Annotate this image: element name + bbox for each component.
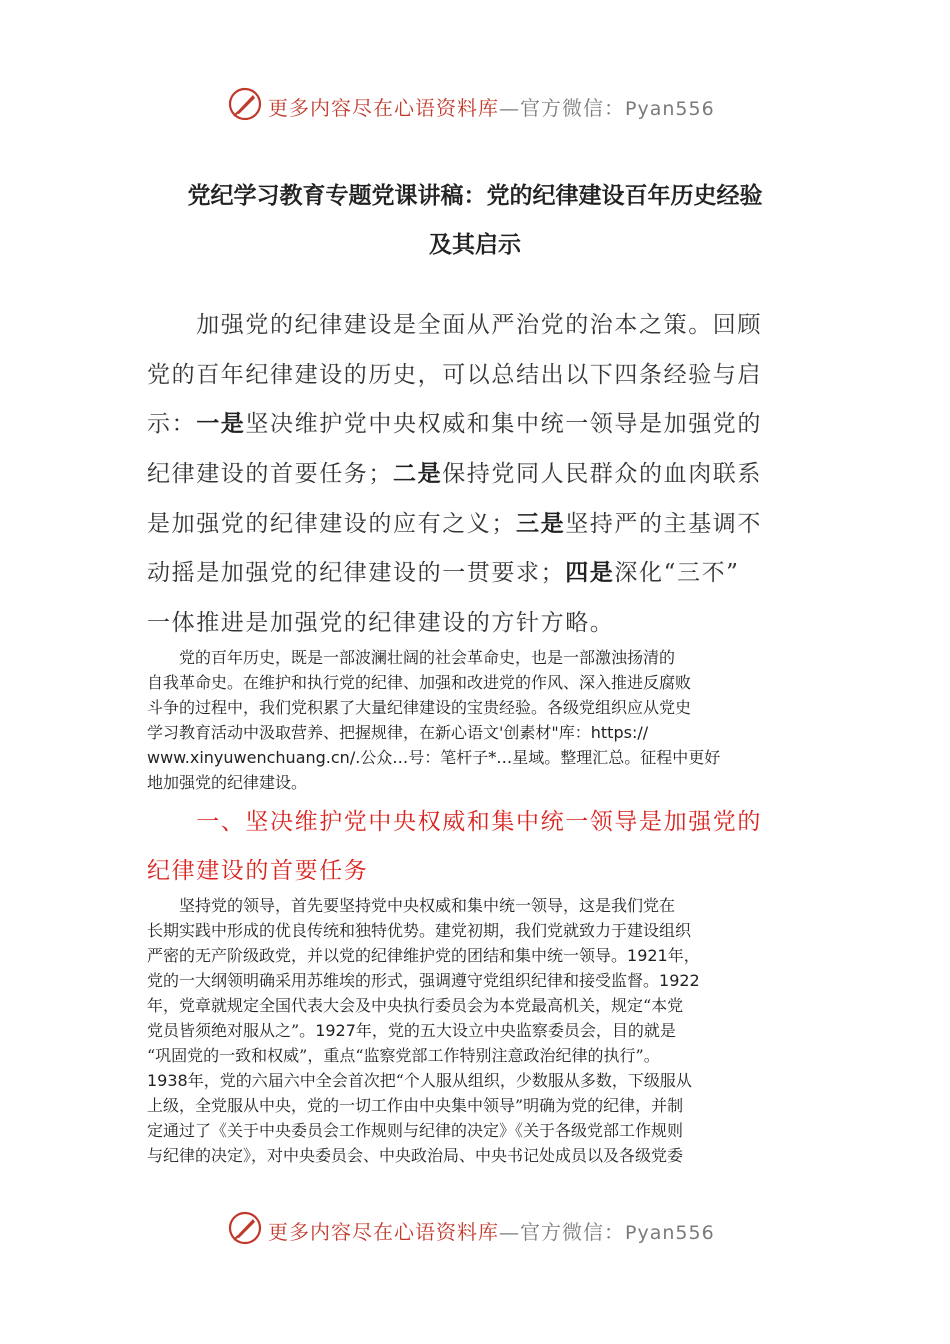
body-line: 年，党章就规定全国代表大会及中央执行委员会为本党最高机关，规定“本党 xyxy=(147,996,684,1015)
body-line: “巩固党的一致和权威”，重点“监察党部工作特别注意政治纪律的执行”。 xyxy=(147,1046,660,1065)
intro-line: 是加强党的纪律建设的应有之义；三是坚持严的主基调不 xyxy=(147,511,763,537)
intro-line: 动摇是加强党的纪律建设的一贯要求；四是深化“三不” xyxy=(147,560,740,586)
body-line: 1938年，党的六届六中全会首次把“个人服从组织，少数服从多数，下级服从 xyxy=(147,1071,692,1090)
banner-text xyxy=(268,1216,715,1245)
section-heading-line-2: 纪律建设的首要任务 xyxy=(147,858,369,884)
banner-lead: 更多内容尽在心语资料库 xyxy=(268,1220,499,1244)
body-line: 党的一大纲领明确采用苏维埃的形式，强调遵守党组织纪律和接受监督。1922 xyxy=(147,971,700,990)
body-line: 自我革命史。在维护和执行党的纪律、加强和改进党的作风、深入推进反腐败 xyxy=(147,673,692,692)
url-text: www.xinyuwenchuang.cn/ xyxy=(147,748,356,767)
body-line: 严密的无产阶级政党，并以党的纪律维护党的团结和集中统一领导。1921年， xyxy=(147,946,700,965)
emphasis-2: 二是 xyxy=(393,461,443,487)
emphasis-3: 三是 xyxy=(516,511,566,537)
body-line: 定通过了《关于中央委员会工作规则与纪律的决定》《关于各级党部工作规则 xyxy=(147,1121,684,1140)
emphasis-4: 四是 xyxy=(565,560,615,586)
intro-line: 示：一是坚决维护党中央权威和集中统一领导是加强党的 xyxy=(147,411,763,437)
banner-rest: —官方微信： xyxy=(499,1220,625,1244)
banner-lead: 更多内容尽在心语资料库 xyxy=(268,96,499,120)
intro-line: 一体推进是加强党的纪律建设的方针方略。 xyxy=(147,610,615,636)
body-line: www.xinyuwenchuang.cn/.公众…号：笔杆子*…星域。整理汇总。征程中更好 xyxy=(147,748,721,767)
body-line: 学习教育活动中汲取营养、把握规律，在新心语文'创素材"库：https:// xyxy=(147,723,649,742)
quill-logo-icon xyxy=(227,86,263,122)
banner-wechat-id: Pyan556 xyxy=(625,98,715,120)
footer-banner xyxy=(0,1208,950,1248)
banner-wechat-id: Pyan556 xyxy=(625,1222,715,1244)
body-line: 与纪律的决定》，对中央委员会、中央政治局、中央书记处成员以及各级党委 xyxy=(147,1146,684,1165)
body-line: 坚持党的领导，首先要坚持党中央权威和集中统一领导，这是我们党在 xyxy=(147,896,676,915)
body-line: 斗争的过程中，我们党积累了大量纪律建设的宝贵经验。各级党组织应从党史 xyxy=(147,698,692,717)
body-line: 长期实践中形成的优良传统和独特优势。建党初期，我们党就致力于建设组织 xyxy=(147,921,692,940)
document-title-line-2: 及其启示 xyxy=(429,232,521,258)
url-text: https:// xyxy=(590,723,649,742)
intro-line: 党的百年纪律建设的历史，可以总结出以下四条经验与启 xyxy=(147,362,762,388)
document-title-line-1: 党纪学习教育专题党课讲稿：党的纪律建设百年历史经验 xyxy=(187,183,763,209)
body-line: 上级，全党服从中央，党的一切工作由中央集中领导”明确为党的纪律，并制 xyxy=(147,1096,684,1115)
body-line: 地加强党的纪律建设。 xyxy=(147,773,308,792)
header-banner xyxy=(0,84,950,124)
quill-logo-icon xyxy=(227,1210,263,1246)
banner-text xyxy=(268,92,715,121)
body-line: 党的百年历史，既是一部波澜壮阔的社会革命史，也是一部激浊扬清的 xyxy=(147,648,676,667)
emphasis-1: 一是 xyxy=(196,411,246,437)
section-heading-line-1: 一、坚决维护党中央权威和集中统一领导是加强党的 xyxy=(147,809,762,835)
banner-rest: —官方微信： xyxy=(499,96,625,120)
intro-line: 纪律建设的首要任务；二是保持党同人民群众的血肉联系 xyxy=(147,461,763,487)
body-line: 党员皆须绝对服从之”。1927年，党的五大设立中央监察委员会，目的就是 xyxy=(147,1021,676,1040)
intro-line: 加强党的纪律建设是全面从严治党的治本之策。回顾 xyxy=(147,312,762,338)
